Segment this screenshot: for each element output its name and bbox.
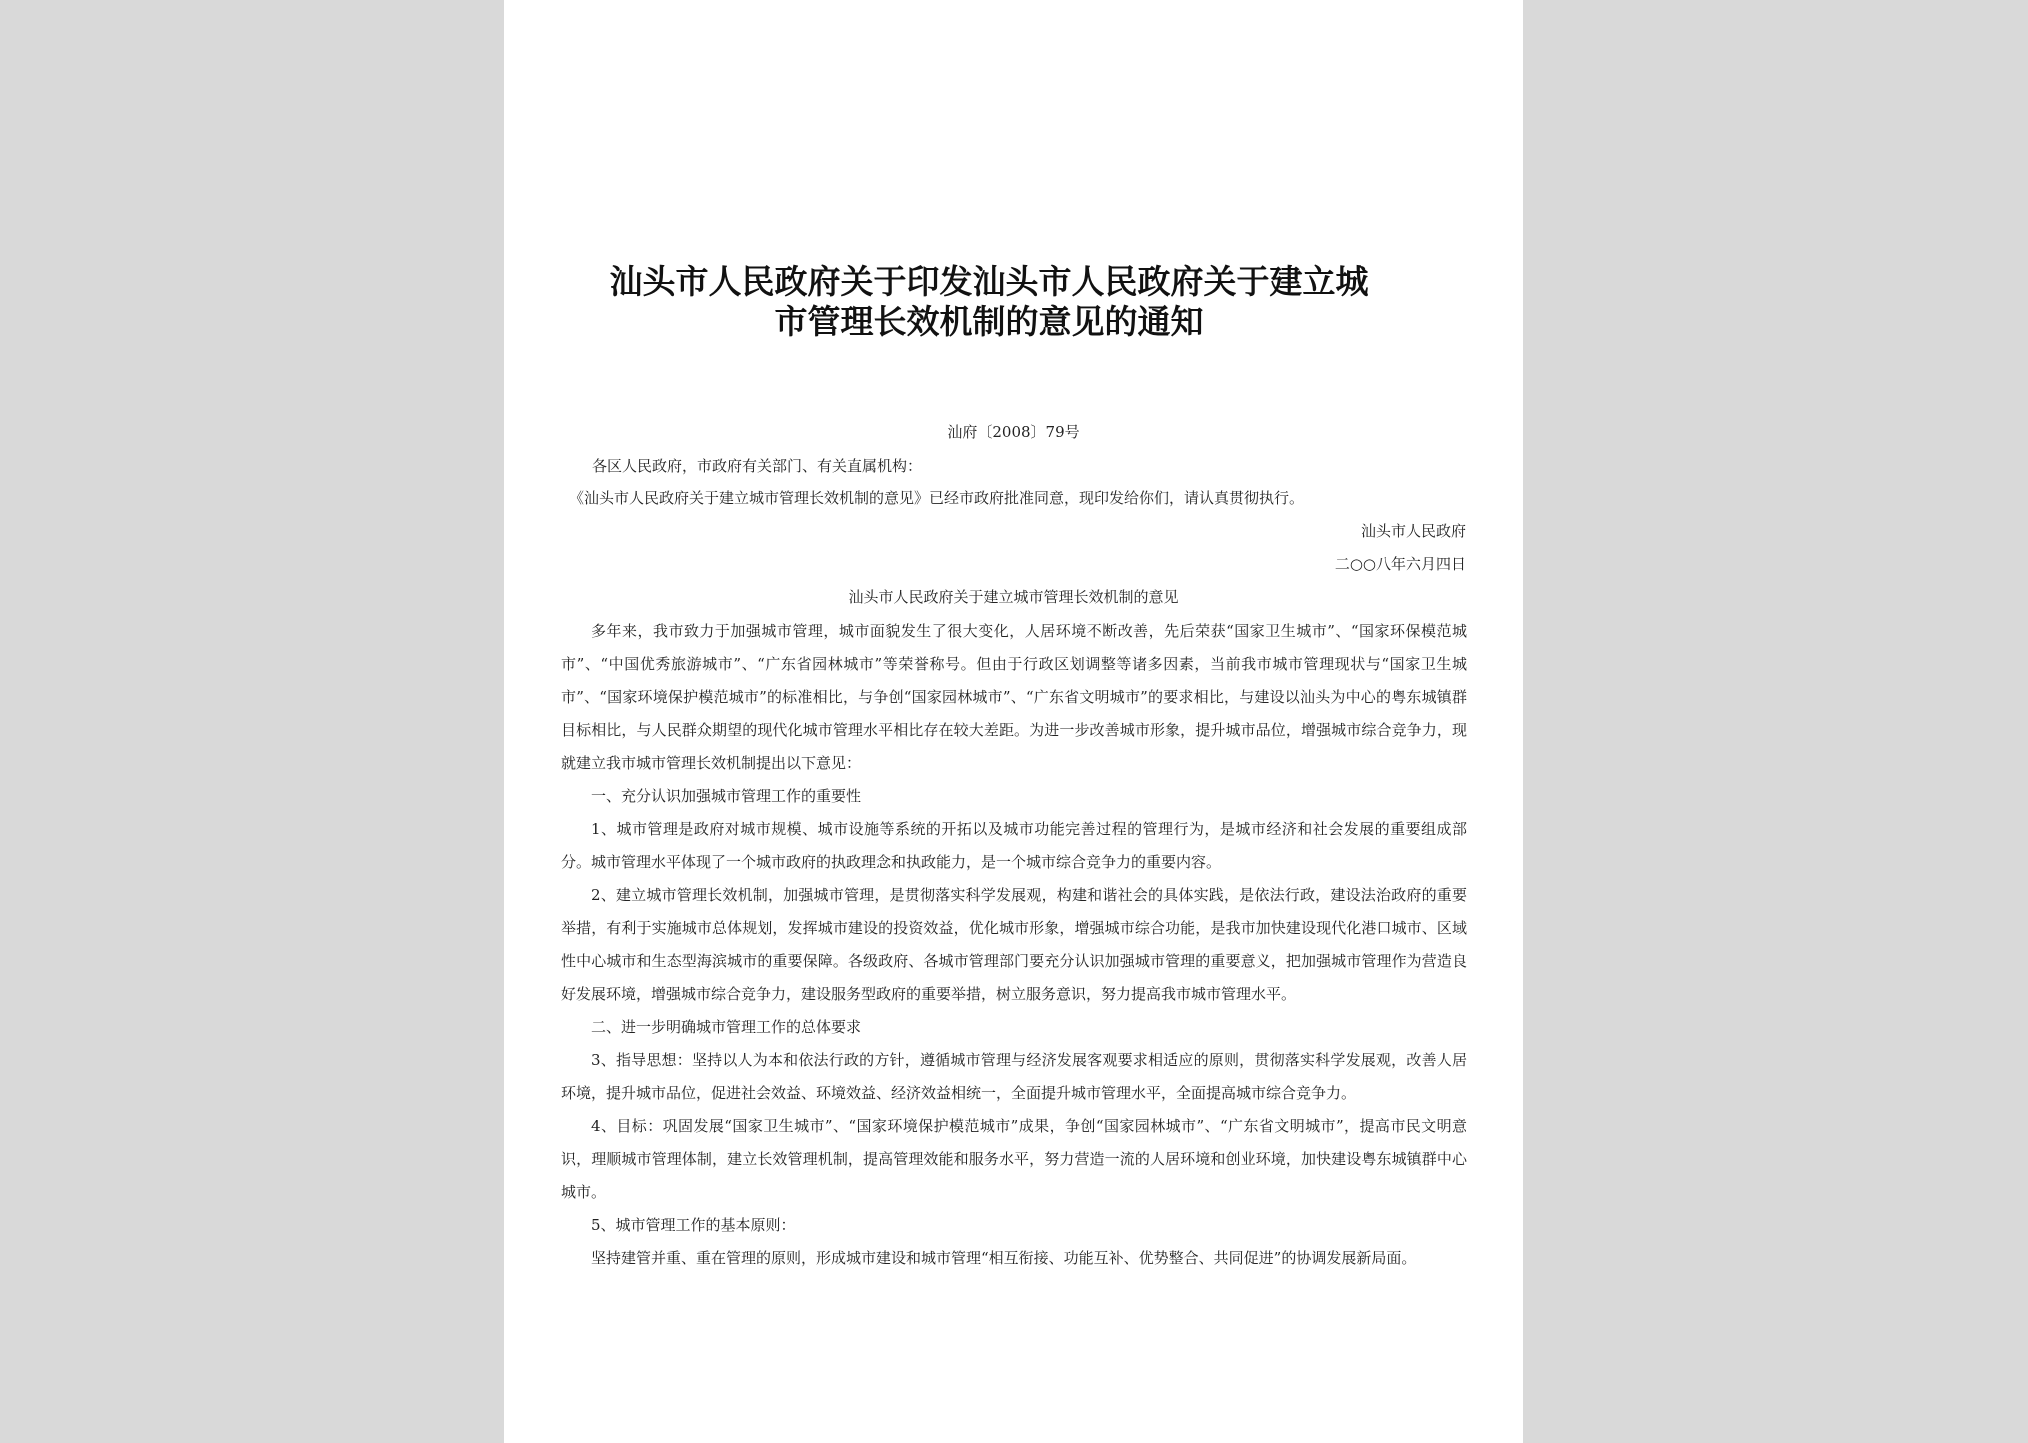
body-paragraph: 多年来，我市致力于加强城市管理，城市面貌发生了很大变化，人居环境不断改善，先后荣获“国家卫生城市”、“国家环保模范城市”、“中国优秀旅游城市”、“广东省园林城市”等荣誉称号。但由于行政区划调整等诸多因素，当前我市城市管理现状与“国家卫生城市”、“国家环境保护模范城市”的标准相比，与争创“国家园林城市”、“广东省文明城市”的要求相比，与建设以汕头为中心的粤东城镇群目标相比，与人民群众期望的现代化城市管理水平相比存在较大差距。为进一步改善城市形象，提升城市品位，增强城市综合竞争力，现就建立我市城市管理长效机制提出以下意见： <box>561 622 1467 772</box>
sign-date: 二○○八年六月四日 <box>1334 555 1466 573</box>
addressee: 各区人民政府，市政府有关部门、有关直属机构： <box>592 457 923 475</box>
intro-paragraph: 《汕头市人民政府关于建立城市管理长效机制的意见》已经市政府批准同意，现印发给你们，请认真贯彻执行。 <box>569 489 1305 507</box>
body-paragraph: 坚持建管并重、重在管理的原则，形成城市建设和城市管理“相互衔接、功能互补、优势整合、共同促进”的协调发展新局面。 <box>591 1249 1417 1267</box>
section-heading: 一、充分认识加强城市管理工作的重要性 <box>591 787 862 805</box>
attachment-title: 汕头市人民政府关于建立城市管理长效机制的意见 <box>848 588 1179 606</box>
document-page <box>504 0 1523 1443</box>
body-paragraph: 5、城市管理工作的基本原则： <box>591 1216 796 1234</box>
body-paragraph: 3、指导思想：坚持以人为本和依法行政的方针，遵循城市管理与经济发展客观要求相适应的原则，贯彻落实科学发展观，改善人居环境，提升城市品位，促进社会效益、环境效益、经济效益相统一，全面提升城市管理水平，全面提高城市综合竞争力。 <box>561 1051 1467 1102</box>
signer: 汕头市人民政府 <box>1360 522 1466 540</box>
document-body <box>561 615 1467 1275</box>
body-paragraph: 4、目标：巩固发展“国家卫生城市”、“国家环境保护模范城市”成果，争创“国家园林城市”、“广东省文明城市”，提高市民文明意识，理顺城市管理体制，建立长效管理机制，提高管理效能和服务水平，努力营造一流的人居环境和创业环境，加快建设粤东城镇群中心城市。 <box>561 1117 1467 1201</box>
body-paragraph: 2、建立城市管理长效机制，加强城市管理，是贯彻落实科学发展观，构建和谐社会的具体实践，是依法行政，建设法治政府的重要举措，有利于实施城市总体规划，发挥城市建设的投资效益，优化城市形象，增强城市综合功能，是我市加快建设现代化港口城市、区域性中心城市和生态型海滨城市的重要保障。各级政府、各城市管理部门要充分认识加强城市管理的重要意义，把加强城市管理作为营造良好发展环境，增强城市综合竞争力，建设服务型政府的重要举措，树立服务意识，努力提高我市城市管理水平。 <box>561 886 1467 1003</box>
section-heading: 二、进一步明确城市管理工作的总体要求 <box>591 1018 862 1036</box>
body-paragraph: 1、城市管理是政府对城市规模、城市设施等系统的开拓以及城市功能完善过程的管理行为，是城市经济和社会发展的重要组成部分。城市管理水平体现了一个城市政府的执政理念和执政能力，是一个城市综合竞争力的重要内容。 <box>561 820 1467 871</box>
document-title: 汕头市人民政府关于印发汕头市人民政府关于建立城市管理长效机制的意见的通知 <box>609 262 1369 341</box>
document-number: 汕府〔2008〕79号 <box>947 423 1080 441</box>
